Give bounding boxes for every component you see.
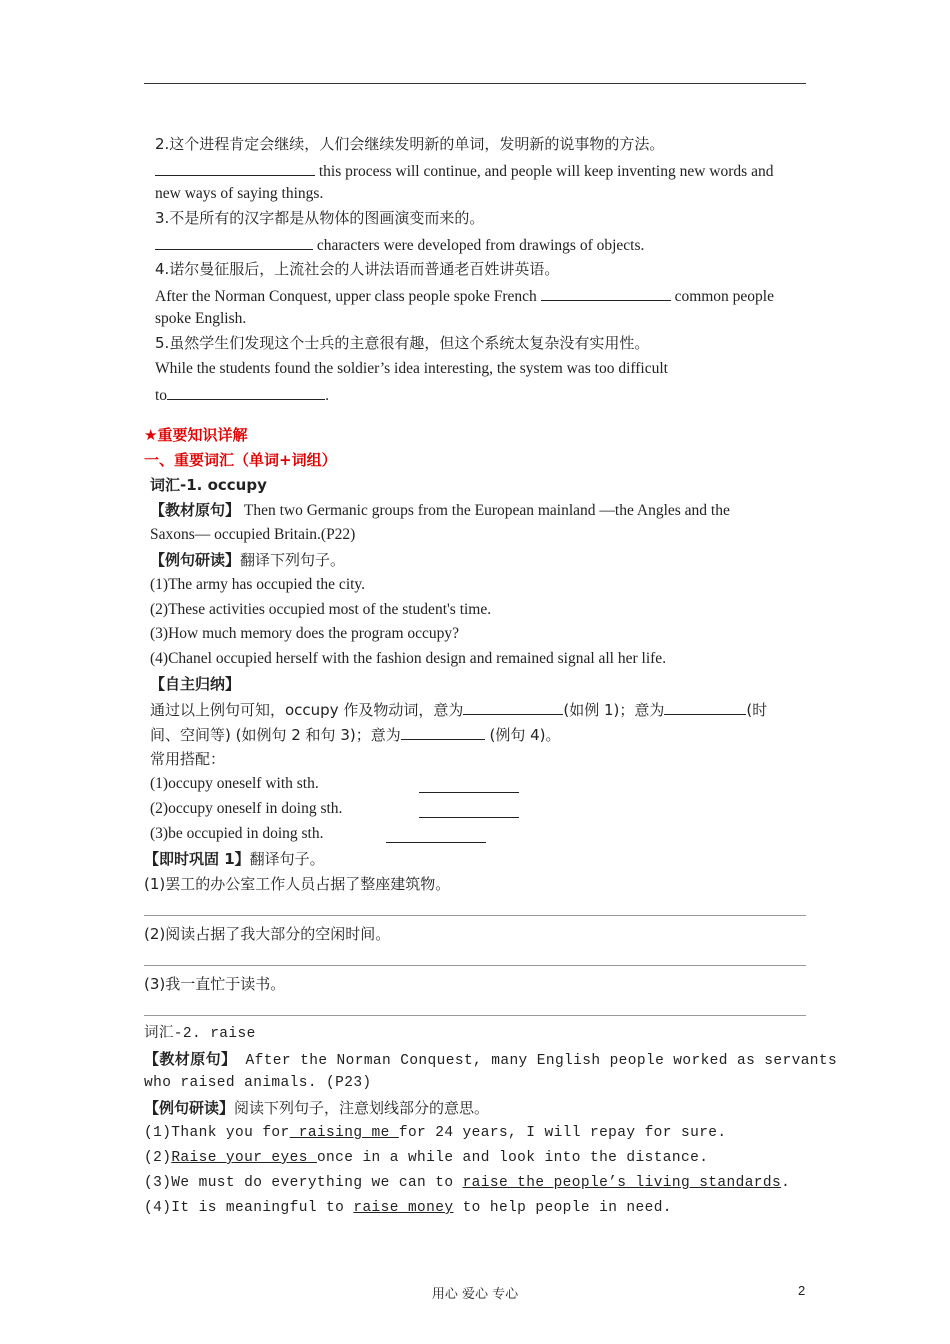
answer-blank[interactable]: [401, 724, 485, 740]
vocab1-example-2: (2)These activities occupied most of the student's time.: [150, 601, 492, 618]
example-text-2: once in a while and look into the distance.: [316, 1150, 709, 1166]
vocab1-original-line2: Saxons— occupied Britain.(P22): [150, 526, 356, 543]
summary-line2: [150, 724, 561, 745]
underlined-phrase: raise the people’s living standards: [462, 1175, 782, 1191]
s2-chinese: 2.这个进程肯定会继续，人们会继续发明新的单词，发明新的说事物的方法。: [155, 135, 665, 153]
common-collocations: 常用搭配：: [150, 750, 226, 768]
s3-chinese: 3.不是所有的汉字都是从物体的图画演变而来的。: [155, 209, 485, 227]
example-text: (4)It is meaningful to: [144, 1200, 354, 1216]
collocation-1: (1)occupy oneself with sth.: [150, 775, 319, 792]
answer-blank[interactable]: [155, 160, 315, 176]
header-rule: [144, 83, 806, 84]
vocab2-example-3: [144, 1173, 790, 1193]
answer-blank[interactable]: [664, 699, 746, 715]
underlined-phrase: Raise your eyes: [171, 1150, 317, 1166]
practice-item-1: (1)罢工的办公室工作人员占据了整座建筑物。: [144, 875, 451, 893]
s2-english-line1: [155, 160, 773, 182]
s4-english-line2: spoke English.: [155, 310, 247, 327]
collocation-2: (2)occupy oneself in doing sth.: [150, 800, 343, 817]
collocation-3: (3)be occupied in doing sth.: [150, 825, 324, 842]
study-label: 【例句研读】: [150, 551, 241, 569]
example-text-2: for 24 years, I will repay for sure.: [398, 1125, 727, 1141]
vocab2-example-4: [144, 1198, 672, 1218]
vocab1-example-4: (4)Chanel occupied herself with the fashion design and remained signal all her life.: [150, 650, 667, 667]
study-text: 翻译下列句子。: [240, 551, 346, 569]
example-text-2: .: [781, 1175, 791, 1191]
example-text-2: to help people in need.: [453, 1200, 672, 1216]
answer-line[interactable]: [144, 1015, 806, 1016]
s5-chinese: 5.虽然学生们发现这个士兵的主意很有趣，但这个系统太复杂没有实用性。: [155, 334, 650, 352]
page-footer: 用心 爱心 专心: [431, 1287, 519, 1302]
answer-blank[interactable]: [386, 827, 486, 843]
s3-english: [155, 234, 644, 256]
vocab1-example-3: (3)How much memory does the program occupy?: [150, 625, 460, 642]
vocab2-example-2: [144, 1148, 708, 1168]
vocab2-original-line1: [144, 1049, 837, 1071]
summary-text-2: (如例 1)；意为: [563, 701, 665, 719]
s5-english-line1: While the students found the soldier’s idea interesting, the system was too difficult: [155, 360, 668, 377]
section-heading: 一、重要词汇（单词+词组）: [144, 451, 337, 469]
underlined-phrase: raising me: [289, 1125, 399, 1141]
s2-english-text: this process will continue, and people will keep inventing new words and: [315, 163, 774, 180]
practice-item-3: (3)我一直忙于读书。: [144, 975, 286, 993]
vocab2-original-line2: who raised animals. (P23): [144, 1075, 372, 1091]
s4-english-line1: [155, 285, 774, 307]
vocab2-study-heading: [144, 1098, 489, 1118]
original-text: Then two Germanic groups from the European mainland —the Angles and the: [240, 502, 730, 519]
s4-english-text: After the Norman Conquest, upper class people spoke French: [155, 288, 541, 305]
original-text: After the Norman Conquest, many English people worked as servants: [236, 1053, 838, 1069]
vocab1-example-1: (1)The army has occupied the city.: [150, 576, 366, 593]
original-label: 【教材原句】: [150, 501, 241, 519]
answer-blank[interactable]: [463, 699, 563, 715]
s4-chinese: 4.诺尔曼征服后，上流社会的人讲法语而普通老百姓讲英语。: [155, 260, 560, 278]
summary-text-2: (例句 4)。: [484, 726, 561, 744]
study-label: 【例句研读】: [144, 1099, 235, 1117]
answer-line[interactable]: [144, 965, 806, 966]
vocab1-original-line1: [150, 500, 730, 521]
vocab1-study-heading: [150, 550, 345, 570]
s2-english-line2: new ways of saying things.: [155, 185, 324, 202]
example-text: (3)We must do everything we can to: [144, 1175, 463, 1191]
underlined-phrase: raise money: [353, 1200, 454, 1216]
summary-text: 间、空间等) (如例句 2 和句 3)；意为: [150, 726, 401, 744]
vocab2-example-1: [144, 1123, 727, 1143]
vocab2-title: 词汇-2. raise: [144, 1026, 256, 1042]
original-label: 【教材原句】: [144, 1050, 237, 1068]
practice-label: 【即时巩固 1】: [144, 850, 250, 868]
summary-line1: [150, 699, 767, 720]
s5-english-text: to: [155, 387, 168, 404]
study-text: 阅读下列句子，注意划线部分的意思。: [234, 1099, 490, 1117]
s5-english-line2: [155, 384, 329, 406]
vocab1-title: 词汇-1. occupy: [150, 476, 267, 494]
page-number: 2: [798, 1283, 806, 1298]
answer-blank[interactable]: [155, 234, 313, 250]
example-text: (1)Thank you for: [144, 1125, 290, 1141]
s3-english-text: characters were developed from drawings of objects.: [313, 237, 645, 254]
answer-blank[interactable]: [419, 802, 519, 818]
answer-blank[interactable]: [167, 384, 325, 400]
s4-english-text-2: common people: [670, 288, 774, 305]
practice-text: 翻译句子。: [249, 850, 325, 868]
example-text: (2): [144, 1150, 172, 1166]
practice-item-2: (2)阅读占据了我大部分的空闲时间。: [144, 925, 391, 943]
s5-english-text-2: .: [325, 387, 329, 404]
answer-blank[interactable]: [419, 777, 519, 793]
practice-heading: [144, 849, 325, 869]
summary-text: 通过以上例句可知，occupy 作及物动词，意为: [150, 701, 464, 719]
summary-text-3: (时: [746, 701, 768, 719]
knowledge-title: ★重要知识详解: [144, 426, 248, 444]
summary-heading: 【自主归纳】: [150, 675, 241, 693]
answer-blank[interactable]: [541, 285, 671, 301]
answer-line[interactable]: [144, 915, 806, 916]
